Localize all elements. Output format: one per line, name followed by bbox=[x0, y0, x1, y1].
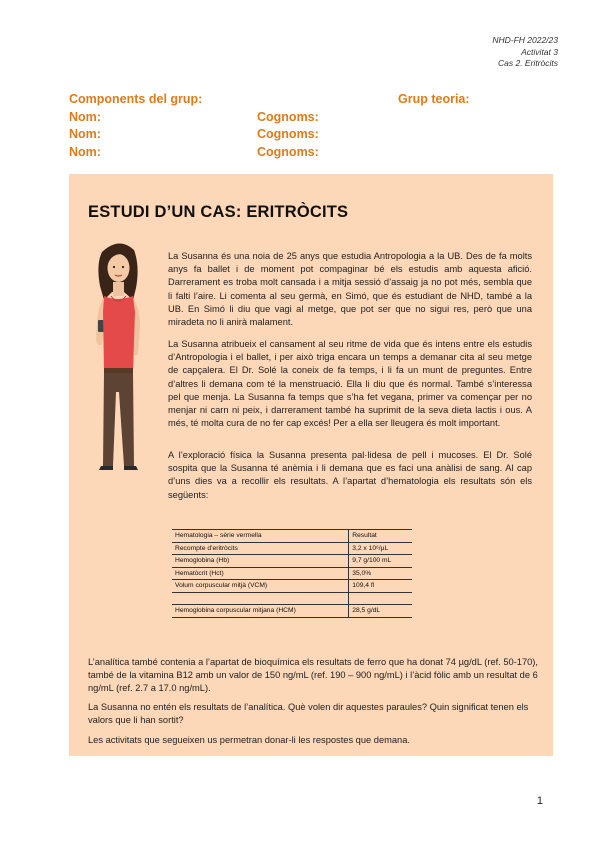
table-cell: 109,4 fl bbox=[349, 580, 412, 593]
document-header bbox=[492, 35, 558, 70]
activity-number: Activitat 3 bbox=[521, 46, 558, 57]
table-row bbox=[172, 592, 412, 605]
surname-label-2: Cognoms: bbox=[257, 127, 319, 141]
table-row bbox=[172, 605, 412, 618]
table-row bbox=[172, 567, 412, 580]
name-label-2: Nom: bbox=[69, 127, 101, 141]
hematology-table bbox=[172, 529, 412, 618]
case-paragraph-4: L’analítica també contenia a l’apartat de bioquímica els resultats de ferro que ha donat 74 µg/dL (ref. 50-170), també de la vitamina B12 amb un valor de 150 ng/mL (ref. 190 – 900 ng/mL) i l’àcid fòlic amb un resultat de 6 ng/mL (ref. 2.7 a 17.0 ng/mL). bbox=[88, 657, 538, 694]
table-cell: Hematòcrit (Hct) bbox=[172, 567, 349, 580]
surname-label-3: Cognoms: bbox=[257, 145, 319, 159]
table-header-cell: Resultat bbox=[349, 530, 412, 543]
table-row bbox=[172, 542, 412, 555]
table-header-row bbox=[172, 530, 412, 543]
case-paragraph-1: La Susanna és una noia de 25 anys que estudia Antropologia a la UB. Des de fa molts anys fa ballet i de moment pot compaginar bé els estudis amb aquesta afició. Darrerament es troba molt cansada i a mitja sessió d’assaig ja no pot més, sembla que li falti l’aire. Li comenta al seu germà, en Simó, que és estudiant de NHD, també a la UB. En Simó li diu que vagi al metge, que pot ser que no sigui res, però que una miradeta no li anirà malament. bbox=[168, 251, 532, 328]
page-number: 1 bbox=[536, 795, 543, 807]
woman-illustration bbox=[86, 240, 152, 470]
case-paragraph-2: La Susanna atribueix el cansament al seu ritme de vida que és intens entre els estudis d’Antropologia i el ballet, i per això triga encara un temps a demanar cita al seu metge de capçalera. El Dr. Solé la coneix de fa temps, i li fa un munt de preguntes. Entre d’altres li demana com té la menstruació. Ella li diu que és normal. També s’interessa pel que menja. La Susanna fa temps que s’ha fet vegana, primer va començar per no menjar ni carn ni peix, i darrerament també ha suprimit de la seva dieta lactis i ous. A més, té molta cura de no fer cap excés! Per a ella ser lleugera és molt important. bbox=[168, 339, 532, 429]
table-row bbox=[172, 555, 412, 568]
case-title: ESTUDI D’UN CAS: ERITRÒCITS bbox=[88, 203, 349, 221]
name-label-3: Nom: bbox=[69, 145, 101, 159]
table-cell bbox=[172, 592, 349, 605]
table-cell: 9,7 g/100 mL bbox=[349, 555, 412, 568]
table-cell: Recompte d’eritròcits bbox=[172, 542, 349, 555]
case-paragraph-3: A l’exploració física la Susanna presenta pal·lidesa de pell i mucoses. El Dr. Solé sospita que la Susanna té anèmia i li demana que es faci una anàlisi de sang. Al cap d’uns dies va a recollir els resultats. A l’apartat d’hematologia els resultats són els següents: bbox=[168, 450, 532, 500]
name-label-1: Nom: bbox=[69, 110, 101, 124]
table-cell: 3,2 x 10⁶/µL bbox=[349, 542, 412, 555]
case-paragraph-6: Les activitats que segueixen us permetran donar-li les respostes que demana. bbox=[88, 735, 410, 745]
table-row bbox=[172, 580, 412, 593]
case-paragraph-5: La Susanna no entén els resultats de l’analítica. Què volen dir aquestes paraules? Quin significat tenen els valors que li han sortit? bbox=[88, 702, 529, 726]
table-cell: Hemoglobina (Hb) bbox=[172, 555, 349, 568]
components-label: Components del grup: bbox=[69, 92, 203, 106]
theory-group-label: Grup teoria: bbox=[398, 92, 470, 106]
table-cell: 28,5 g/dL bbox=[349, 605, 412, 618]
case-name: Cas 2. Eritròcits bbox=[498, 58, 558, 68]
table-cell bbox=[349, 592, 412, 605]
table-cell: 35,0% bbox=[349, 567, 412, 580]
table-header-cell: Hematologia – sèrie vermella bbox=[172, 530, 349, 543]
surname-label-1: Cognoms: bbox=[257, 110, 319, 124]
table-cell: Hemoglobina corpuscular mitjana (HCM) bbox=[172, 605, 349, 618]
table-cell: Volum corpuscular mitjà (VCM) bbox=[172, 580, 349, 593]
course-code: NHD-FH 2022/23 bbox=[492, 35, 558, 45]
